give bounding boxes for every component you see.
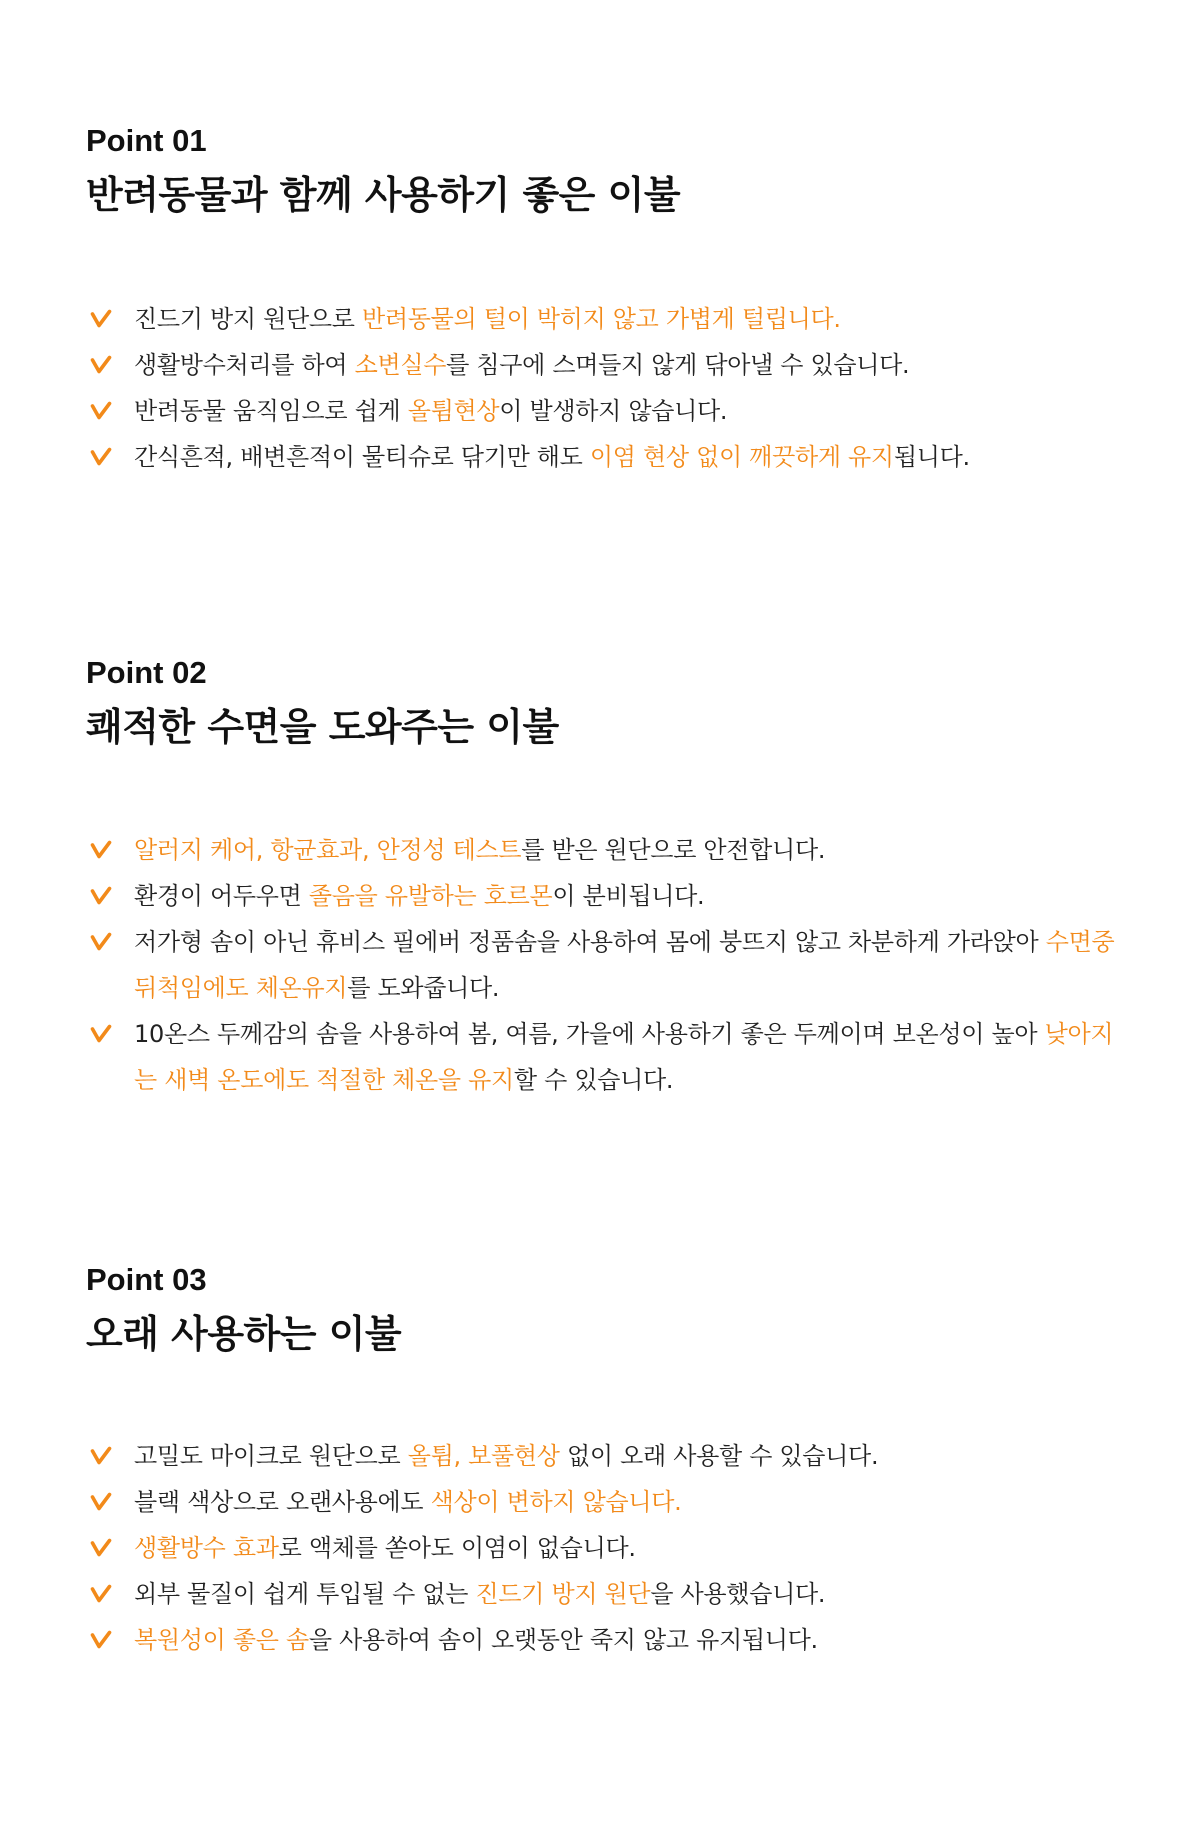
highlight-text: 졸음을 유발하는 호르몬 bbox=[308, 882, 553, 910]
checkmark-icon bbox=[90, 401, 112, 421]
point-section-1 bbox=[86, 121, 1126, 221]
item-text: 를 침구에 스며들지 않게 닦아낼 수 있습니다. bbox=[446, 351, 910, 379]
point-title: 쾌적한 수면을 도와주는 이불 bbox=[86, 705, 559, 749]
highlight-text: 수면중 뒤척임에도 체온유지 bbox=[134, 928, 1115, 1002]
item-text: 을 사용했습니다. bbox=[650, 1580, 826, 1608]
item-text: 반려동물 움직임으로 쉽게 bbox=[134, 397, 408, 425]
point-title: 반려동물과 함께 사용하기 좋은 이불 bbox=[86, 173, 681, 217]
item-text: 블랙 색상으로 오랜사용에도 bbox=[134, 1488, 431, 1516]
checkmark-icon bbox=[90, 1024, 112, 1044]
checkmark-icon bbox=[90, 1492, 112, 1512]
checkmark-icon bbox=[90, 840, 112, 860]
item-text: 간식흔적, 배변흔적이 물티슈로 닦기만 해도 bbox=[134, 443, 590, 471]
checkmark-icon bbox=[90, 1630, 112, 1650]
feature-list-3 bbox=[86, 1433, 1126, 1663]
item-text: 할 수 있습니다. bbox=[513, 1066, 674, 1094]
highlight-text: 복원성이 좋은 솜 bbox=[134, 1626, 309, 1654]
checkmark-icon bbox=[90, 355, 112, 375]
highlight-text: 생활방수 효과 bbox=[134, 1534, 279, 1562]
item-text: 이 발생하지 않습니다. bbox=[499, 397, 728, 425]
feature-item bbox=[86, 388, 1126, 434]
feature-item bbox=[86, 342, 1126, 388]
item-text: 로 액체를 쏟아도 이염이 없습니다. bbox=[278, 1534, 636, 1562]
feature-list-2 bbox=[86, 827, 1126, 1103]
point-section-2 bbox=[86, 653, 1126, 753]
feature-item bbox=[86, 1011, 1126, 1103]
feature-item bbox=[86, 1433, 1126, 1479]
item-text: 없이 오래 사용할 수 있습니다. bbox=[559, 1442, 879, 1470]
checkmark-icon bbox=[90, 886, 112, 906]
feature-item bbox=[86, 1479, 1126, 1525]
feature-item bbox=[86, 434, 1126, 480]
checkmark-icon bbox=[90, 309, 112, 329]
feature-item bbox=[86, 873, 1126, 919]
item-text: 고밀도 마이크로 원단으로 bbox=[134, 1442, 408, 1470]
point-section-3 bbox=[86, 1260, 1126, 1360]
item-text: 를 받은 원단으로 안전합니다. bbox=[521, 836, 826, 864]
feature-item bbox=[86, 1525, 1126, 1571]
item-text: 환경이 어두우면 bbox=[134, 882, 309, 910]
item-text: 이 분비됩니다. bbox=[552, 882, 705, 910]
highlight-text: 소변실수 bbox=[354, 351, 447, 379]
highlight-text: 이염 현상 없이 깨끗하게 유지 bbox=[589, 443, 894, 471]
feature-list-1 bbox=[86, 296, 1126, 480]
feature-item bbox=[86, 1571, 1126, 1617]
highlight-text: 색상이 변하지 않습니다. bbox=[430, 1488, 682, 1516]
item-text: 외부 물질이 쉽게 투입될 수 없는 bbox=[134, 1580, 476, 1608]
highlight-text: 알러지 케어, 항균효과, 안정성 테스트 bbox=[134, 836, 522, 864]
item-text: 10온스 두께감의 솜을 사용하여 봄, 여름, 가을에 사용하기 좋은 두께이며 보온성이 높아 bbox=[134, 1020, 1045, 1048]
feature-item bbox=[86, 827, 1126, 873]
point-label: Point 03 bbox=[86, 1262, 207, 1297]
highlight-text: 진드기 방지 원단 bbox=[475, 1580, 651, 1608]
item-text: 저가형 솜이 아닌 휴비스 필에버 정품솜을 사용하여 몸에 붕뜨지 않고 차분하게 가라앉아 bbox=[134, 928, 1046, 956]
point-label: Point 01 bbox=[86, 123, 207, 158]
item-text: 생활방수처리를 하여 bbox=[134, 351, 355, 379]
checkmark-icon bbox=[90, 447, 112, 467]
checkmark-icon bbox=[90, 1446, 112, 1466]
item-text: 진드기 방지 원단으로 bbox=[134, 305, 362, 333]
feature-item bbox=[86, 296, 1126, 342]
checkmark-icon bbox=[90, 1538, 112, 1558]
highlight-text: 낮아지는 새벽 온도에도 적절한 체온을 유지 bbox=[134, 1020, 1114, 1094]
item-text: 을 사용하여 솜이 오랫동안 죽지 않고 유지됩니다. bbox=[308, 1626, 818, 1654]
item-text: 를 도와줍니다. bbox=[347, 974, 500, 1002]
highlight-text: 올튐, 보풀현상 bbox=[407, 1442, 560, 1470]
feature-item bbox=[86, 919, 1126, 1011]
checkmark-icon bbox=[90, 932, 112, 952]
feature-item bbox=[86, 1617, 1126, 1663]
highlight-text: 올튐현상 bbox=[407, 397, 500, 425]
checkmark-icon bbox=[90, 1584, 112, 1604]
highlight-text: 반려동물의 털이 박히지 않고 가볍게 털립니다. bbox=[361, 305, 841, 333]
point-label: Point 02 bbox=[86, 655, 207, 690]
point-title: 오래 사용하는 이불 bbox=[86, 1312, 402, 1356]
item-text: 됩니다. bbox=[893, 443, 970, 471]
